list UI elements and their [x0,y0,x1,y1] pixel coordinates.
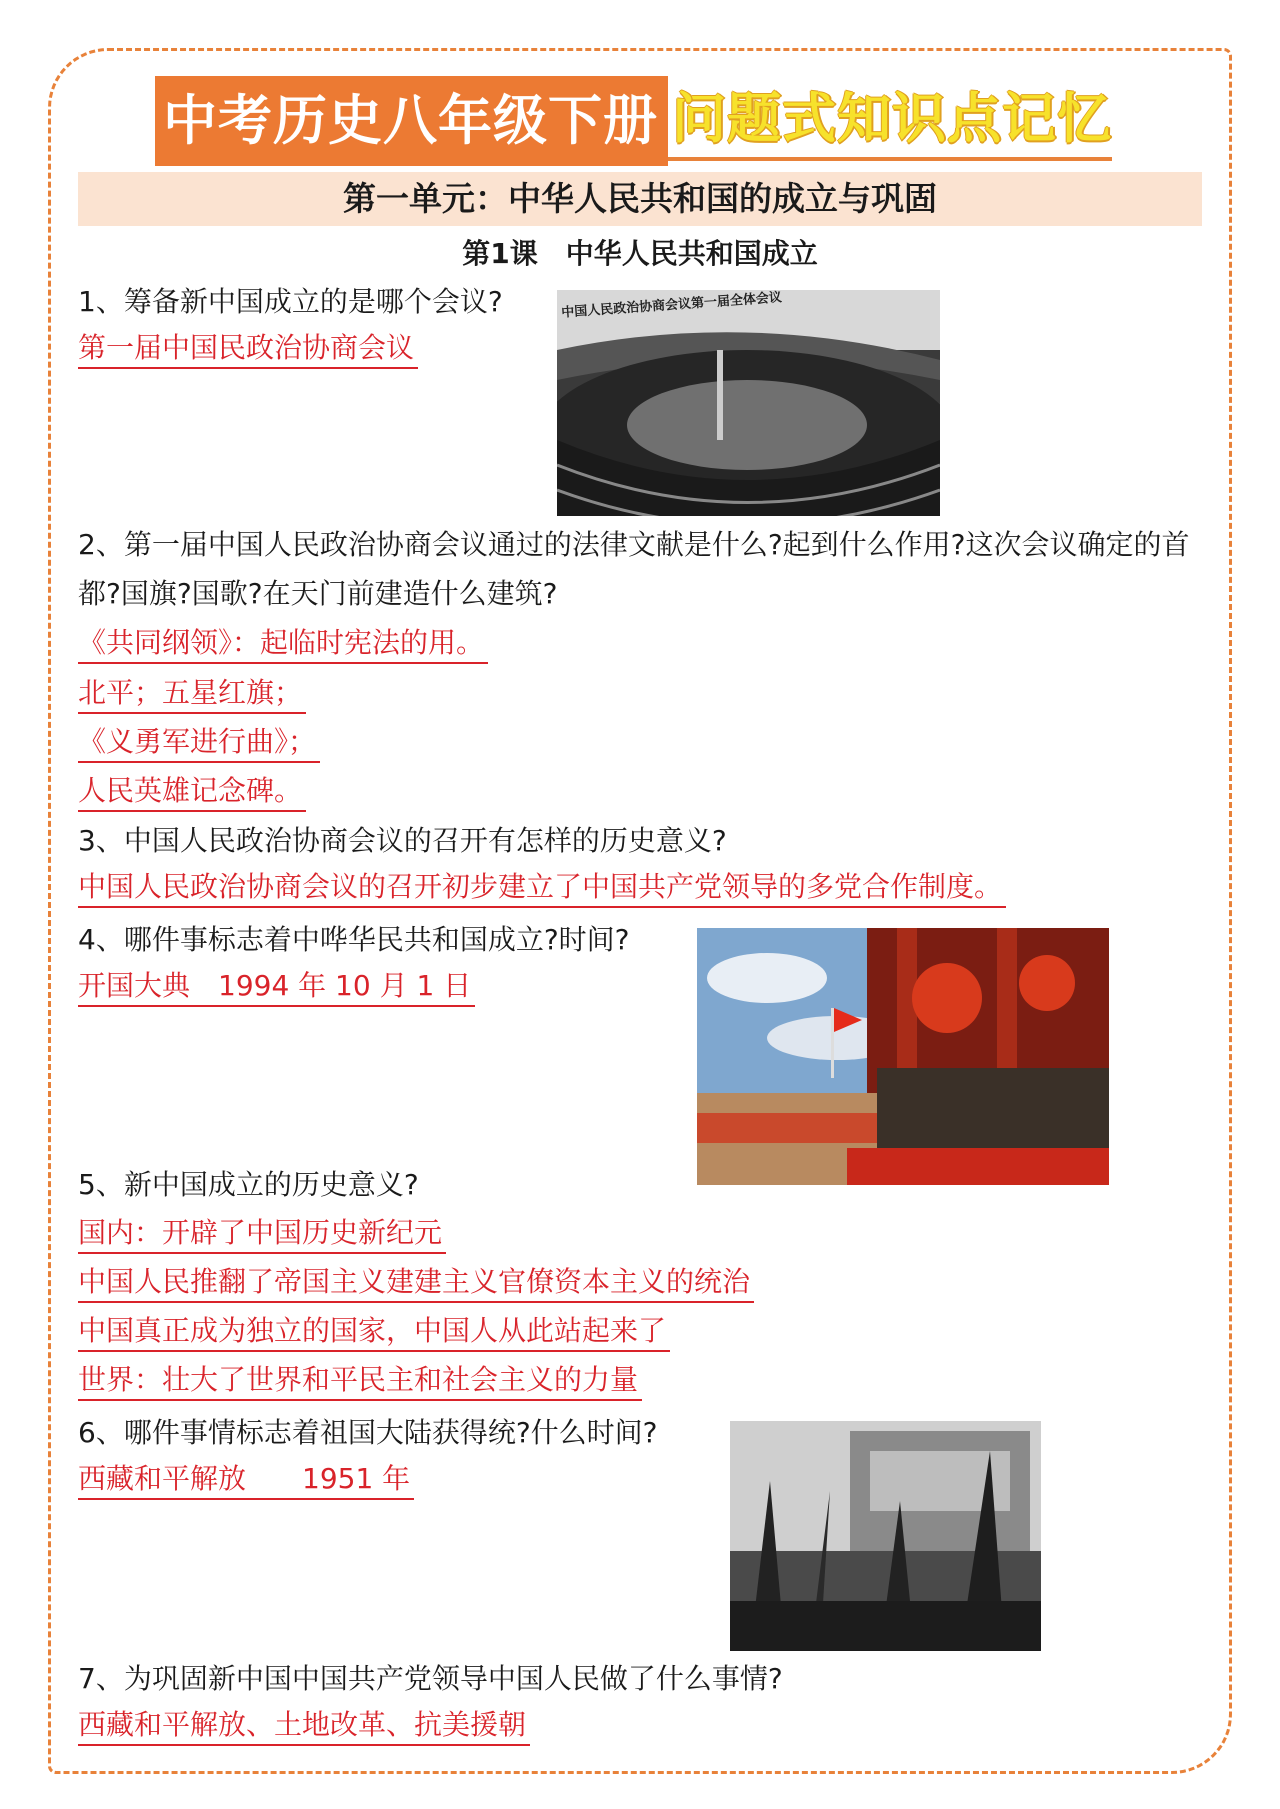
question-5: 5、新中国成立的历史意义? [78,1168,419,1201]
question-7: 7、为巩固新中国中国共产党领导中国人民做了什么事情? [78,1662,783,1695]
lesson-heading: 第1课 中华人民共和国成立 [462,237,818,270]
page-title [155,76,1112,166]
answer-5-2: 中国人民推翻了帝国主义建建主义官僚资本主义的统治 [78,1263,754,1303]
answer-3-1: 中国人民政治协商会议的召开初步建立了中国共产党领导的多党合作制度。 [78,868,1006,908]
title-right: 问题式知识点记忆 [668,81,1112,161]
answer-2-3: 《义勇军进行曲》； [78,723,320,763]
answer-2-2: 北平；五星红旗； [78,674,306,714]
answer-6-1: 西藏和平解放 1951 年 [78,1460,414,1500]
answer-4-1: 开国大典 1994 年 10 月 1 日 [78,967,475,1007]
photo-caption-text: 中国人民政治协商会议第一届全体会议 [560,290,783,321]
answer-1-1: 第一届中国民政治协商会议 [78,329,418,369]
question-2: 2、第一届中国人民政治协商会议通过的法律文献是什么?起到什么作用?这次会议确定的首都?国旗?国歌?在天门前建造什么建筑? [78,528,1190,610]
tibet-liberation-photo [730,1421,1041,1651]
answer-5-3: 中国真正成为独立的国家，中国人从此站起来了 [78,1312,670,1352]
answer-5-4: 世界：壮大了世界和平民主和社会主义的力量 [78,1361,642,1401]
question-6: 6、哪件事情标志着祖国大陆获得统?什么时间? [78,1416,658,1449]
title-left: 中考历史八年级下册 [155,76,668,166]
answer-7-1: 西藏和平解放、土地改革、抗美援朝 [78,1706,530,1746]
founding-ceremony-painting [697,928,1109,1185]
answer-5-1: 国内：开辟了中国历史新纪元 [78,1214,446,1254]
question-4: 4、哪件事标志着中哗华民共和国成立?时间? [78,923,630,956]
question-3: 3、中国人民政治协商会议的召开有怎样的历史意义? [78,824,727,857]
answer-2-4: 人民英雄记念碑。 [78,772,306,812]
cppcc-meeting-photo [557,290,940,516]
answer-2-1: 《共同纲领》：起临时宪法的用。 [78,624,488,664]
unit-heading: 第一单元：中华人民共和国的成立与巩固 [78,172,1202,226]
question-1: 1、筹备新中国成立的是哪个会议? [78,285,503,318]
